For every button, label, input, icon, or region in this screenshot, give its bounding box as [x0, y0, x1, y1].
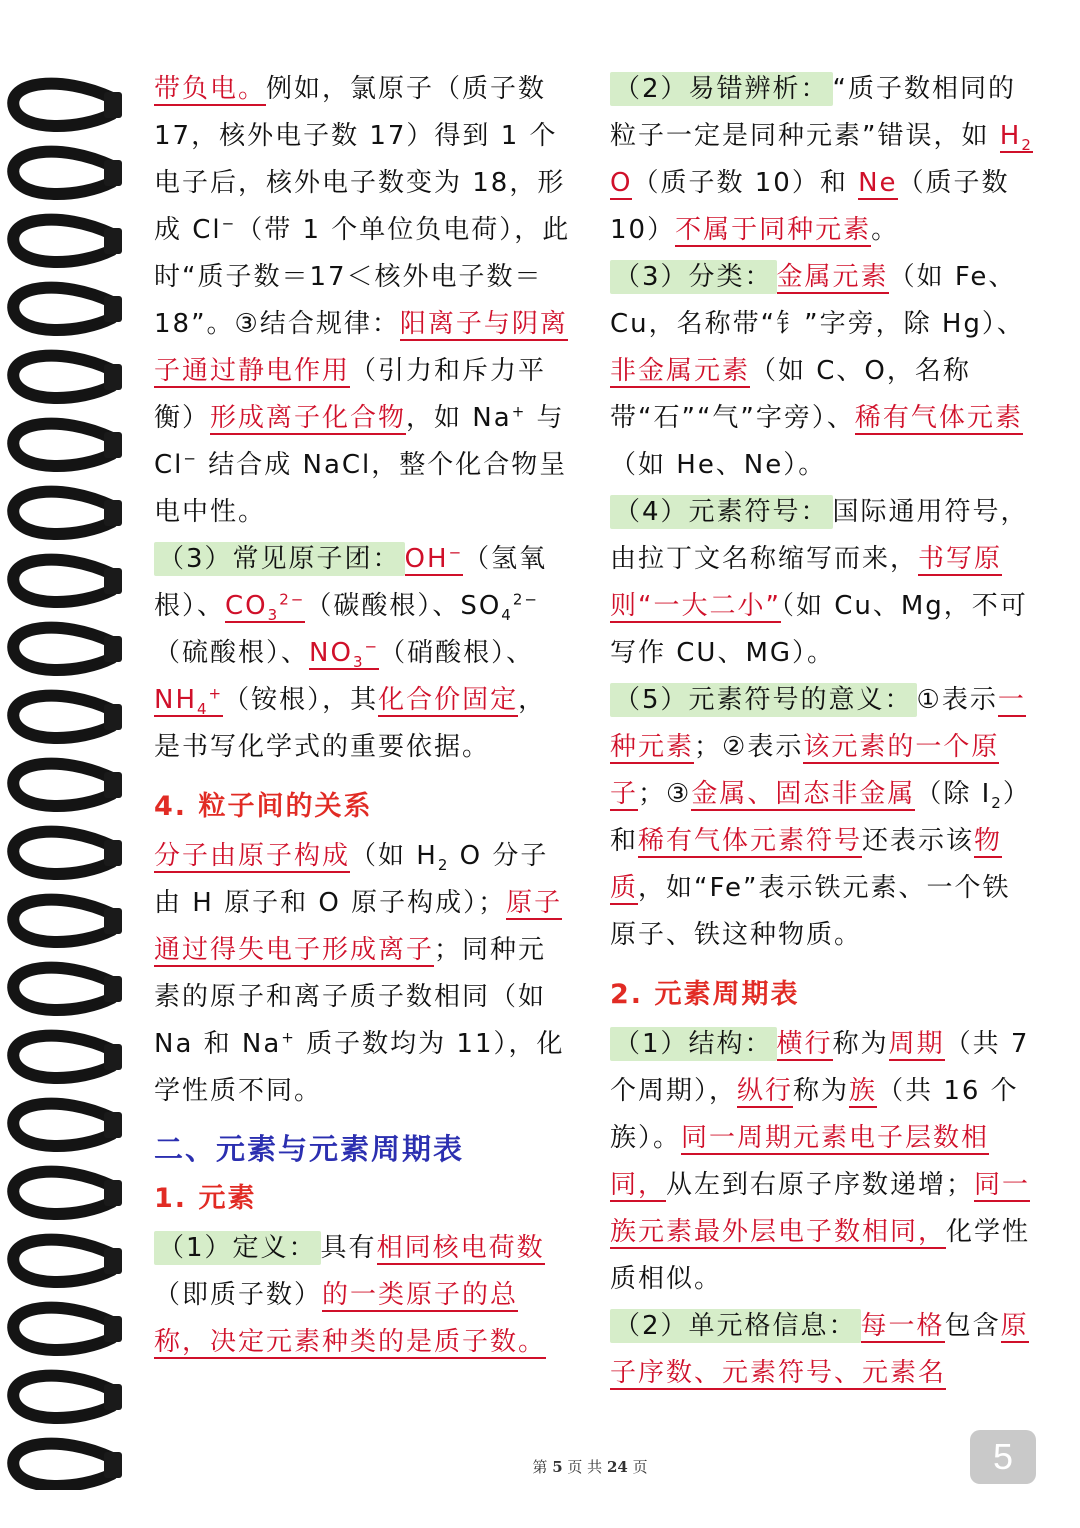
binding-hole-icon [104, 1180, 122, 1206]
superscript: + [281, 1028, 296, 1047]
red-text: 形成离子化合物 [210, 403, 407, 433]
red-text: 每一格 [860, 1311, 945, 1341]
left-paragraph-radicals [154, 536, 574, 771]
spiral-ring-icon [13, 1172, 112, 1214]
subscript: 2 [1021, 136, 1033, 155]
text: （质子数 10） [610, 168, 1010, 245]
right-paragraph-symbols [610, 489, 1035, 677]
text: （硝酸根）、 [379, 638, 535, 668]
text: （硫酸根）、 [154, 638, 310, 668]
superscript: − [448, 543, 464, 562]
spiral-ring-icon [13, 832, 112, 874]
text: （带 1 个单位负电荷），此时“质子数＝17＜核外电子数＝18”。③结合规律： [154, 215, 571, 339]
text: （共 16 个族）。 [610, 1076, 1019, 1153]
binding-hole-icon [104, 840, 122, 866]
superscript: + [208, 684, 224, 703]
spiral-ring-icon [13, 1240, 112, 1282]
chapter-heading-elements: 二、元素与元素周期表 [154, 1132, 465, 1166]
red-text: 带负电。 [154, 74, 267, 104]
subscript: 2 [991, 794, 1003, 813]
text: （除 I [915, 779, 992, 809]
formula: NO [309, 638, 353, 668]
binding-hole-icon [104, 296, 122, 322]
text: 质子数均为 11），化学性质不同。 [154, 1029, 565, 1106]
text: （质子数 10）和 [632, 168, 859, 198]
text: （引力和斥力平衡） [154, 356, 547, 433]
formula: OH [404, 544, 449, 574]
text: （如 He、Ne）。 [610, 450, 827, 480]
red-text: 原子序数、元素符号、元素名 [610, 1311, 1029, 1388]
binding-hole-icon [104, 432, 122, 458]
text: ，如 Na [406, 403, 512, 433]
red-text: 书写原则“一大二小” [610, 544, 1003, 621]
text: 例如，氯原子（质子数 17，核外电子数 17）得到 1 个电子后，核外电子数变为 18，形成 Cl [154, 74, 566, 245]
red-text: 金属、固态非金属 [691, 779, 916, 809]
binding-hole-icon [104, 500, 122, 526]
red-text: 金属元素 [776, 262, 889, 292]
spiral-ring-icon [13, 220, 112, 262]
red-text: 稀有气体元素 [854, 403, 1023, 433]
highlight-label: （1）结构： [610, 1027, 777, 1061]
red-text: 周期 [888, 1029, 945, 1059]
right-paragraph-misconception [610, 66, 1035, 254]
red-text: 稀有气体元素符号 [638, 826, 863, 856]
binding-hole-icon [104, 1384, 122, 1410]
footer-text: 页 [627, 1458, 648, 1476]
footer-text: 页 共 [562, 1458, 607, 1476]
text: （如 C、O，名称带“石”“气”字旁）、 [610, 356, 971, 433]
binding-hole-icon [104, 772, 122, 798]
text: 具有 [320, 1233, 377, 1263]
binding-hole-icon [104, 568, 122, 594]
highlight-label: （3）分类： [610, 260, 777, 294]
superscript: + [511, 402, 527, 421]
red-text: 不属于同种元素 [675, 215, 872, 245]
highlight-label: （5）元素符号的意义： [610, 683, 917, 717]
text: （共 7 个周期）， [610, 1029, 1030, 1106]
text: 还表示该 [862, 826, 975, 856]
spiral-ring-icon [13, 1376, 112, 1418]
text: 。 [871, 215, 900, 245]
red-text: 一种元素 [610, 685, 1026, 762]
superscript: 2− [279, 590, 306, 609]
superscript: − [221, 214, 237, 233]
spiral-ring-icon [13, 696, 112, 738]
subscript: 4 [197, 700, 209, 719]
text: ；②表示 [694, 732, 804, 762]
highlight-label: （4）元素符号： [610, 495, 833, 529]
formula: NH [154, 685, 197, 715]
binding-hole-icon [104, 908, 122, 934]
section-heading-elements: 1. 元素 [154, 1183, 257, 1214]
spiral-ring-icon [13, 424, 112, 466]
text: 与 Cl [154, 403, 565, 480]
spiral-ring-icon [13, 1036, 112, 1078]
left-paragraph-ions [154, 66, 574, 536]
red-text: 该元素的一个原子 [610, 732, 1000, 809]
page-footer [0, 1456, 1080, 1477]
red-text: 族 [849, 1076, 878, 1106]
left-paragraph-definition [154, 1225, 574, 1366]
spiral-ring-icon [13, 356, 112, 398]
right-paragraph-cell-info [610, 1303, 1035, 1397]
section-heading-periodic-table: 2. 元素周期表 [610, 979, 800, 1010]
red-text: 横行 [776, 1029, 833, 1059]
red-formula [309, 638, 379, 670]
left-column [154, 66, 574, 1366]
right-column [610, 66, 1035, 1397]
text: （铵根），其 [223, 685, 379, 715]
binding-hole-icon [104, 704, 122, 730]
section-heading-particle-relations: 4. 粒子间的关系 [154, 791, 373, 822]
text: ；同种元素的原子和离子质子数相同（如 Na 和 Na [154, 935, 547, 1059]
binding-hole-icon [104, 364, 122, 390]
text: 化学性质相似。 [610, 1217, 1031, 1294]
text: 包含 [944, 1311, 1001, 1341]
red-text: 阳离子与阴离子通过静电作用 [154, 309, 568, 386]
red-formula [225, 591, 305, 623]
red-text: 化合价固定 [378, 685, 519, 715]
text: O 分子由 H 原子和 O 原子构成）； [154, 841, 549, 918]
red-formula: Ne [858, 168, 898, 198]
red-text: 相同核电荷数 [376, 1233, 545, 1263]
highlight-label: （2）单元格信息： [610, 1309, 861, 1343]
text: ；③ [638, 779, 692, 809]
binding-hole-icon [104, 228, 122, 254]
red-text: 的一类原子的总称，决定元素种类的是质子数。 [154, 1280, 547, 1357]
binding-hole-icon [104, 636, 122, 662]
spiral-ring-icon [13, 764, 112, 806]
text: （如 Cu、Mg，不可写作 CU、MG）。 [610, 591, 1028, 668]
red-formula [154, 685, 223, 717]
spiral-binding [0, 70, 140, 1490]
spiral-ring-icon [13, 900, 112, 942]
text: ）和 [610, 779, 1031, 856]
red-text: 原子通过得失电子形成离子 [154, 888, 563, 965]
subscript: 2 [437, 856, 450, 875]
superscript: − [183, 449, 198, 468]
red-text: 纵行 [737, 1076, 794, 1106]
right-paragraph-structure [610, 1021, 1035, 1303]
spiral-ring-icon [13, 492, 112, 534]
binding-hole-icon [104, 160, 122, 186]
spiral-ring-icon [13, 968, 112, 1010]
highlight-label: （1）定义： [154, 1231, 321, 1265]
spiral-ring-icon [13, 288, 112, 330]
formula: H [999, 121, 1022, 151]
superscript: 2− [512, 590, 539, 609]
red-formula [405, 544, 464, 576]
highlight-label: （3）常见原子团： [154, 542, 405, 576]
text: 结合成 NaCl，整个化合物呈电中性。 [154, 450, 568, 527]
red-text: 同一族元素最外层电子数相同， [610, 1170, 1031, 1247]
binding-hole-icon [104, 1112, 122, 1138]
text: 称为 [793, 1076, 850, 1106]
text: ，是书写化学式的重要依据。 [154, 685, 547, 762]
superscript: − [364, 637, 380, 656]
right-paragraph-symbol-meaning [610, 677, 1035, 959]
subscript: 3 [267, 606, 280, 625]
binding-hole-icon [104, 92, 122, 118]
text: （氢氧根）、 [154, 544, 548, 621]
spiral-ring-icon [13, 628, 112, 670]
text: （碳酸根）、SO [305, 591, 502, 621]
binding-hole-icon [104, 1248, 122, 1274]
spiral-ring-icon [13, 152, 112, 194]
page-number-badge: 5 [970, 1430, 1036, 1484]
red-text: 分子由原子构成 [154, 841, 351, 871]
left-paragraph-relations [154, 833, 574, 1115]
footer-total-pages: 24 [606, 1458, 628, 1476]
formula: O [610, 168, 633, 198]
red-text: 同一周期元素电子层数相同， [610, 1123, 990, 1200]
text: 称为 [832, 1029, 889, 1059]
red-text: 物质 [610, 826, 1003, 903]
highlight-label: （2）易错辨析： [610, 72, 833, 106]
spiral-ring-icon [13, 84, 112, 126]
subscript: 4 [501, 606, 513, 625]
text: 从左到右原子序数递增； [666, 1170, 975, 1200]
spiral-ring-icon [13, 560, 112, 602]
text: （即质子数） [154, 1280, 323, 1310]
footer-page-number: 5 [552, 1458, 563, 1476]
right-paragraph-classification [610, 254, 1035, 489]
binding-hole-icon [104, 1316, 122, 1342]
red-text: 非金属元素 [610, 356, 751, 386]
spiral-ring-icon [13, 1308, 112, 1350]
text: （如 Fe、Cu，名称带“钅”字旁，除 Hg）、 [610, 262, 1025, 339]
formula: CO [225, 591, 268, 621]
text: ①表示 [916, 685, 998, 715]
text: “质子数相同的粒子一定是同种元素”错误，如 [610, 74, 1017, 151]
text: 国际通用符号，由拉丁文名称缩写而来， [610, 497, 1029, 574]
binding-hole-icon [104, 976, 122, 1002]
footer-text: 第 [532, 1458, 553, 1476]
binding-hole-icon [104, 1044, 122, 1070]
text: （如 H [350, 841, 438, 871]
subscript: 3 [352, 653, 365, 672]
spiral-ring-icon [13, 1104, 112, 1146]
text: ，如“Fe”表示铁元素、一个铁原子、铁这种物质。 [610, 873, 1011, 950]
